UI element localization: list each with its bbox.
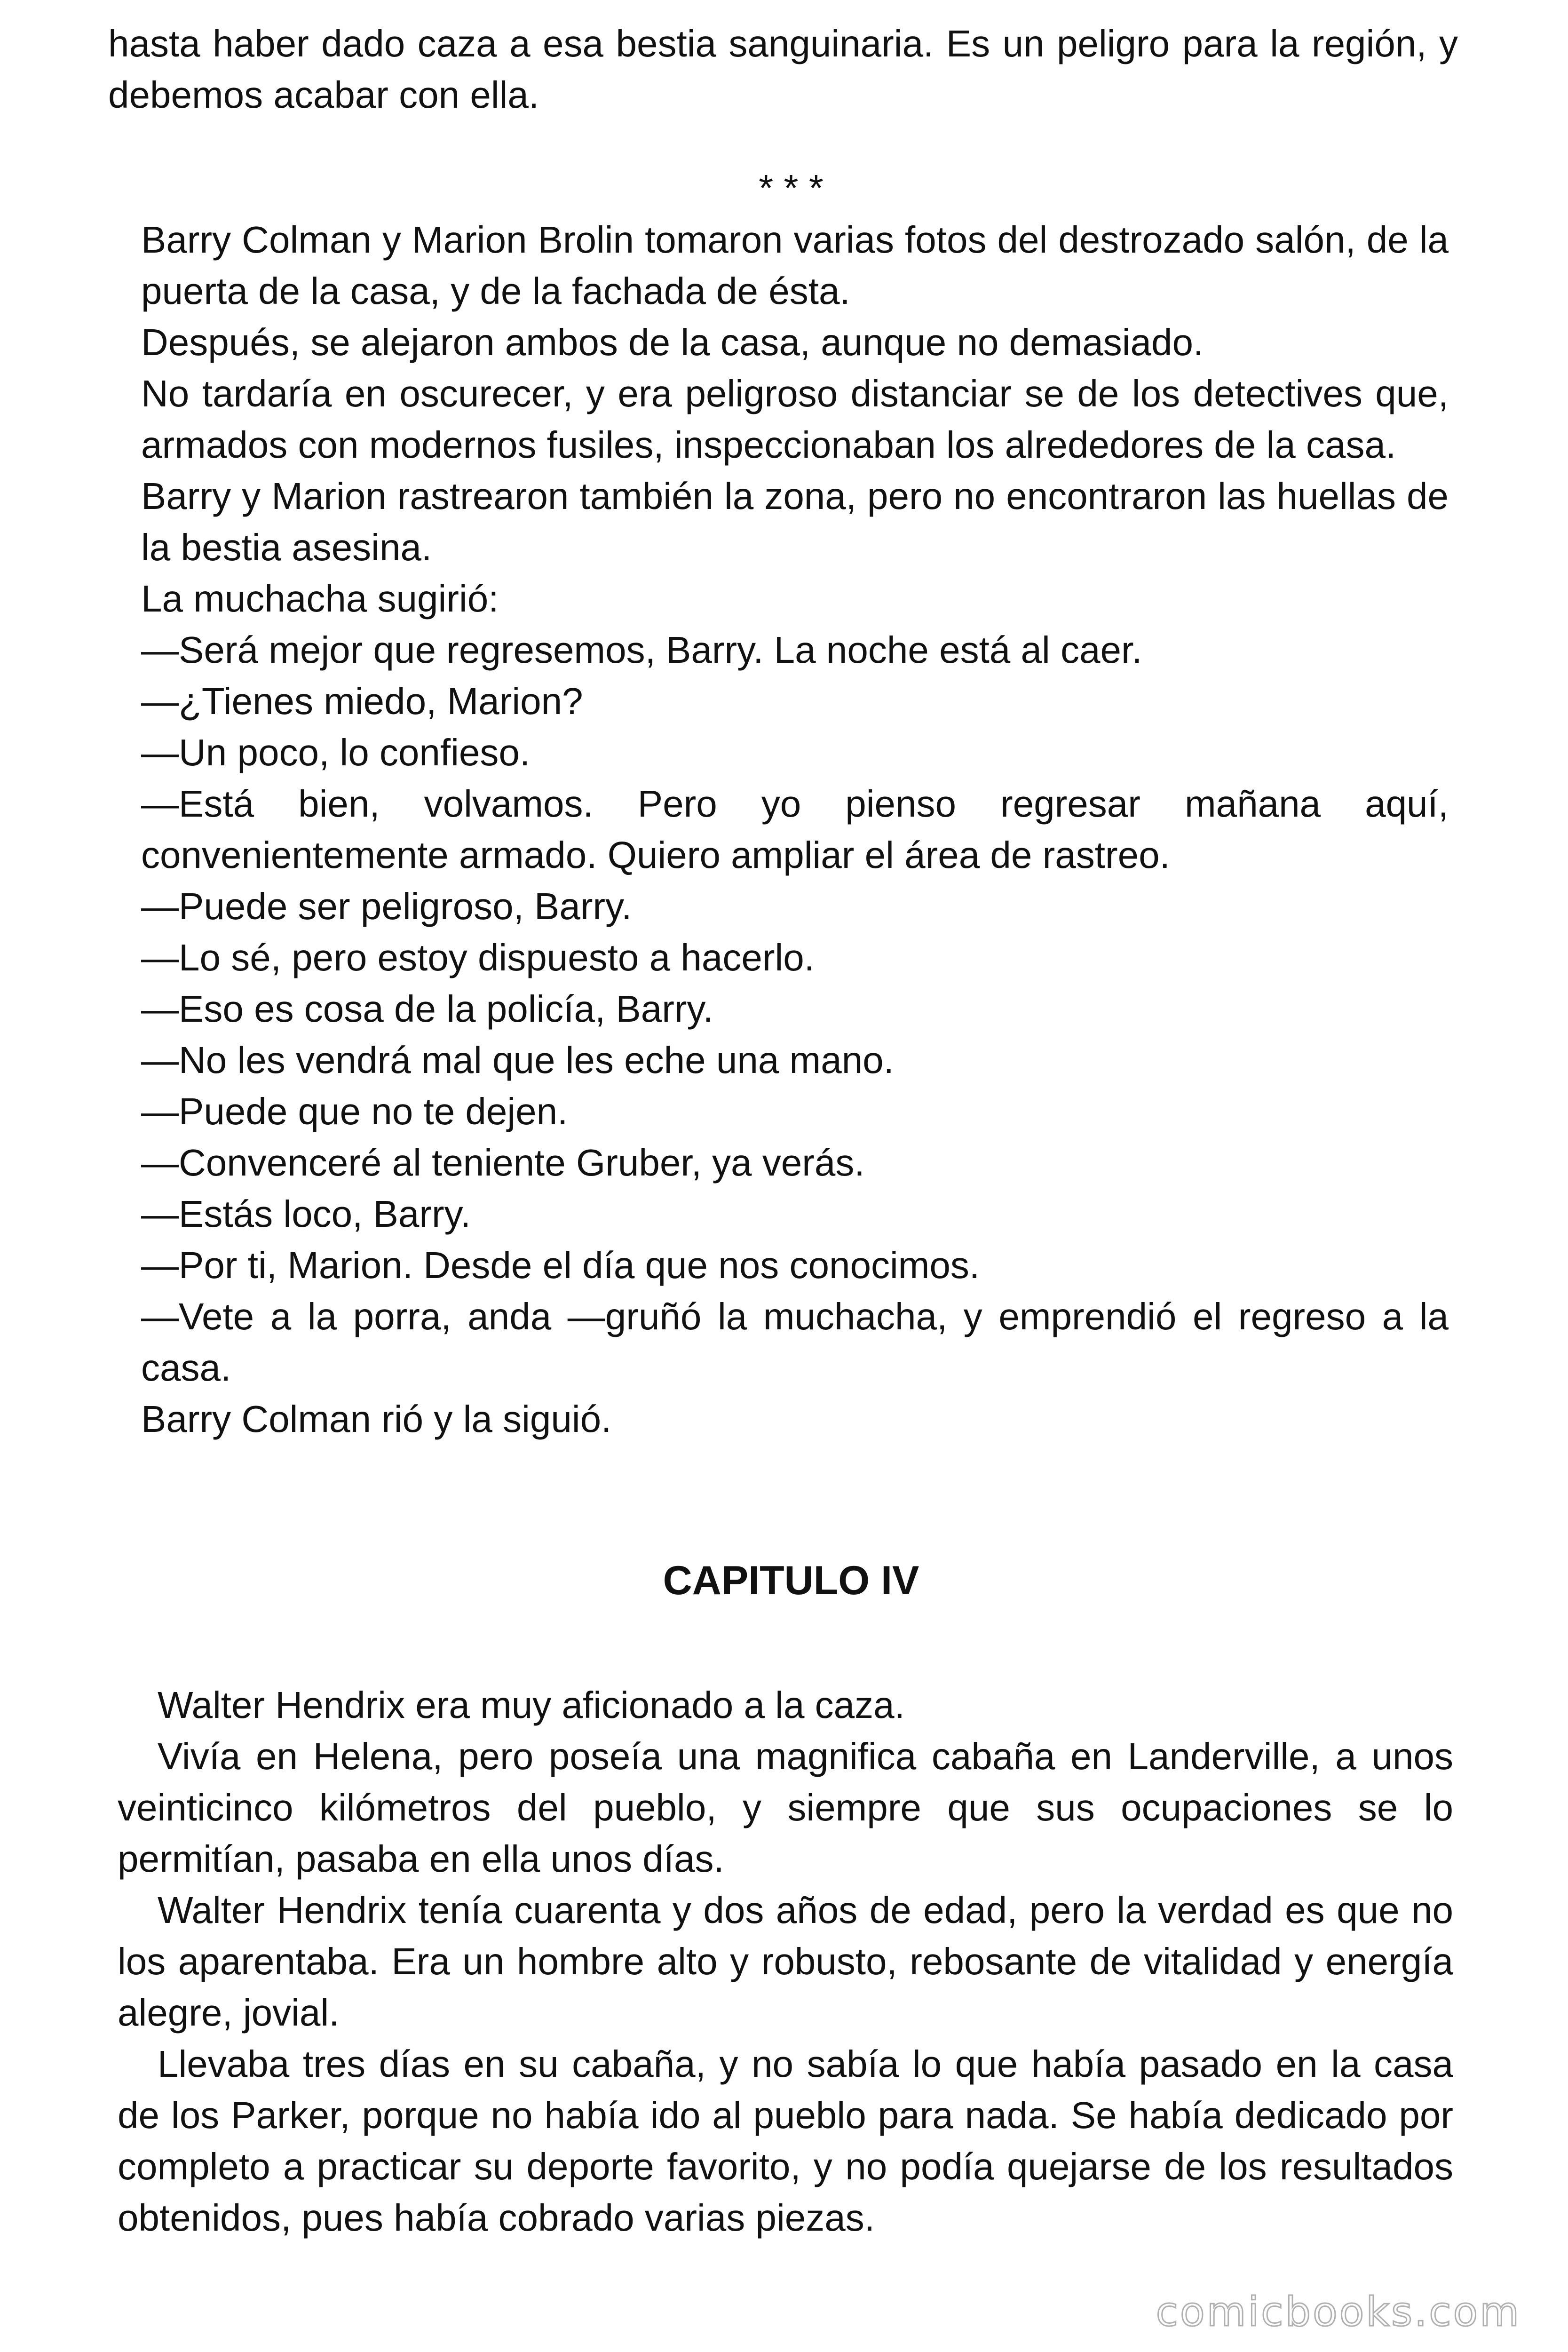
dialogue-line: —Puede ser peligroso, Barry. [141,885,632,927]
chapter-title: CAPITULO IV [663,1558,919,1603]
dialogue-line: —Eso es cosa de la policía, Barry. [141,988,713,1030]
dialogue-line: —Será mejor que regresemos, Barry. La noche está al caer. [141,629,1142,671]
paragraph: Vivía en Helena, pero poseía una magnifica cabaña en Landerville, a unos veinticinco kilómetros del pueblo, y siempre que sus ocupaciones se lo permitían, pasaba en ella unos días. [118,1735,1453,1880]
paragraph: La muchacha sugirió: [141,578,499,620]
dialogue-line: —¿Tienes miedo, Marion? [141,680,583,722]
opening-paragraph: hasta haber dado caza a esa bestia sanguinaria. Es un peligro para la región, y debemos acabar con ella. [108,23,1458,116]
paragraph: Walter Hendrix era muy aficionado a la caza. [158,1684,905,1726]
paragraph: Barry y Marion rastrearon también la zona, pero no encontraron las huellas de la bestia asesina. [141,475,1449,568]
paragraph: Walter Hendrix tenía cuarenta y dos años de edad, pero la verdad es que no los aparentaba. Era un hombre alto y robusto, rebosante de vitalidad y energía alegre, jovial. [118,1889,1453,2034]
chapter-body [118,1679,1453,2243]
dialogue-line: —Estás loco, Barry. [141,1193,471,1235]
paragraph: Llevaba tres días en su cabaña, y no sabía lo que había pasado en la casa de los Parker, porque no había ido al pueblo para nada. Se había dedicado por completo a practicar su deporte favorito, y no podía quejarse de los resultados obtenidos, pues había cobrado varias piezas. [118,2043,1453,2239]
paragraph: No tardaría en oscurecer, y era peligroso distanciar se de los detectives que, armados con modernos fusiles, inspeccionaban los alrededores de la casa. [141,373,1449,466]
dialogue-line: —No les vendrá mal que les eche una mano. [141,1039,894,1081]
paragraph: Después, se alejaron ambos de la casa, aunque no demasiado. [141,321,1204,363]
dialogue-line: —Puede que no te dejen. [141,1090,568,1132]
dialogue-line: —Lo sé, pero estoy dispuesto a hacerlo. [141,937,815,978]
section-two [141,214,1449,1445]
watermark-text: comicbooks.com [1156,2288,1521,2336]
dialogue-line: —Vete a la porra, anda —gruñó la muchacha, y emprendió el regreso a la casa. [141,1295,1449,1389]
opening-text [108,18,1458,120]
dialogue-line: —Por ti, Marion. Desde el día que nos conocimos. [141,1244,980,1286]
paragraph: Barry Colman y Marion Brolin tomaron varias fotos del destrozado salón, de la puerta de la casa, y de la fachada de ésta. [141,219,1449,312]
scene-break: * * * [759,167,824,209]
dialogue-line: —Un poco, lo confieso. [141,731,531,773]
paragraph: Barry Colman rió y la siguió. [141,1398,612,1440]
dialogue-line: —Está bien, volvamos. Pero yo pienso regresar mañana aquí, convenientemente armado. Quiero ampliar el área de rastreo. [141,783,1449,876]
dialogue-line: —Convenceré al teniente Gruber, ya verás. [141,1142,865,1184]
